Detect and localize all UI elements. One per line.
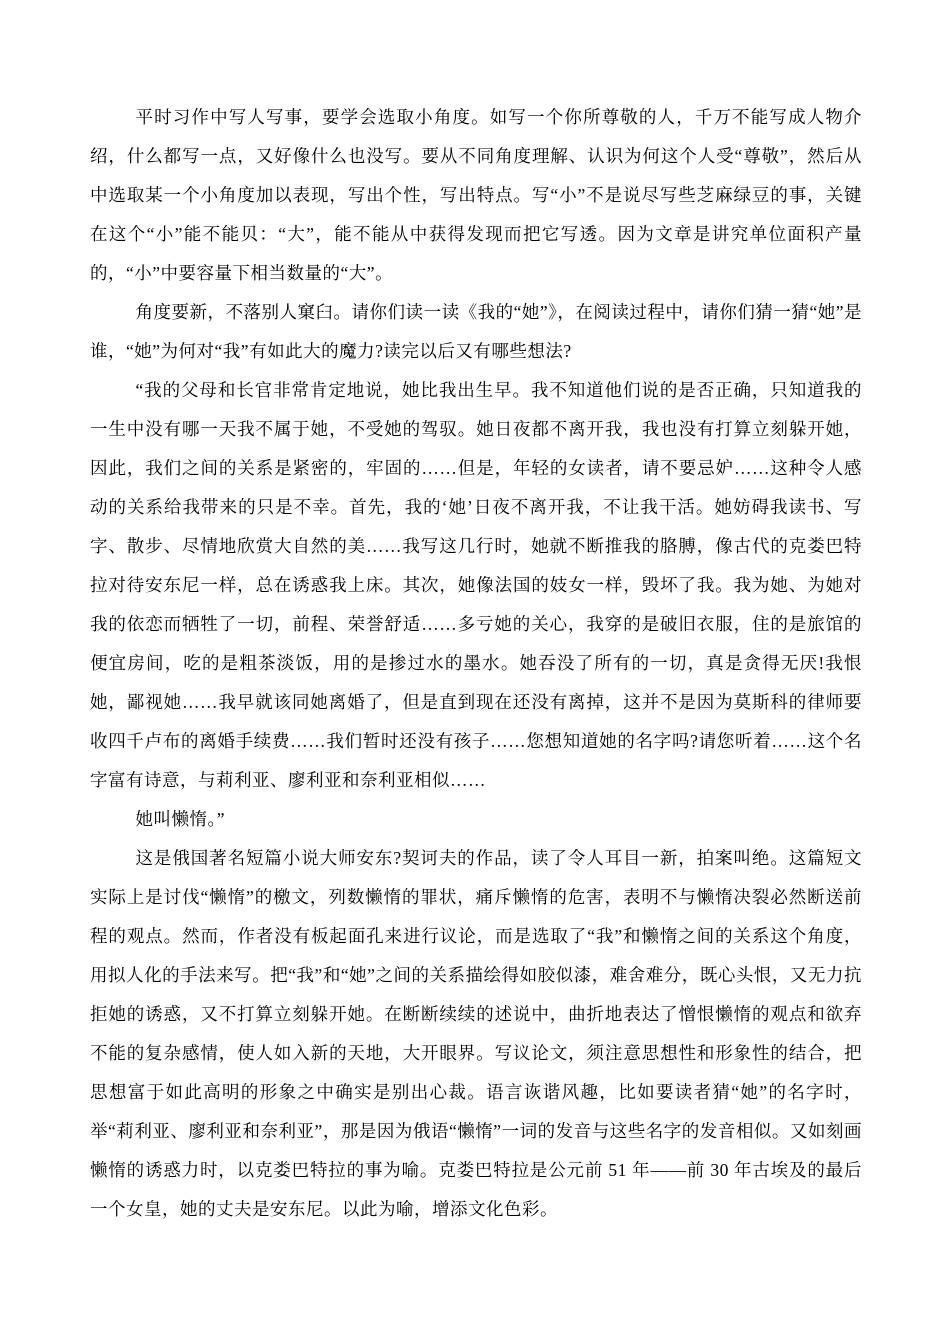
paragraph-quoted-story: “我的父母和长官非常肯定地说，她比我出生早。我不知道他们说的是否正确，只知道我的一生中没有哪一天我不属于她，不受她的驾驭。她日夜都不离开我，我也没有打算立刻躲开她，因此，我们之间的关系是紧密的，牢固的……但是，年轻的女读者，请不要忌妒……这种令人感动的关系给我带来的只是不幸。首先，我的‘她’日夜不离开我，不让我干活。她妨碍我读书、写字、散步、尽情地欣赏大自然的美……我写这几行时，她就不断推我的胳膊，像古代的克娄巴特拉对待安东尼一样，总在诱惑我上床。其次，她像法国的妓女一样，毁坏了我。我为她、为她对我的依恋而牺牲了一切，前程、荣誉舒适……多亏她的关心，我穿的是破旧衣服，住的是旅馆的便宜房间，吃的是粗茶淡饭，用的是掺过水的墨水。她吞没了所有的一切，真是贪得无厌!我恨她，鄙视她……我早就该同她离婚了，但是直到现在还没有离掉，这并不是因为莫斯科的律师要收四千卢布的离婚手续费……我们暂时还没有孩子……您想知道她的名字吗?请您听着……这个名字富有诗意，与莉利亚、廖利亚和奈利亚相似…… (90, 380, 862, 790)
paragraph-chekhov-analysis: 这是俄国著名短篇小说大师安东?契诃夫的作品，读了令人耳目一新，拍案叫绝。这篇短文实际上是讨伐“懒惰”的檄文，列数懒惰的罪状，痛斥懒惰的危害，表明不与懒惰决裂必然断送前程的观点。然而，作者没有板起面孔来进行议论，而是选取了“我”和懒惰之间的关系这个角度，用拟人化的手法来写。把“我”和“她”之间的关系描绘得如胶似漆，难舍难分，既心头恨，又无力抗拒她的诱惑，又不打算立刻躲开她。在断断续续的述说中，曲折地表达了憎恨懒惰的观点和欲弃不能的复杂感情，使人如入新的天地，大开眼界。写议论文，须注意思想性和形象性的结合，把思想富于如此高明的形象之中确实是别出心裁。语言诙谐风趣，比如要读者猜“她”的名字时，举“莉利亚、廖利亚和奈利亚”，那是因为俄语“懒惰”一词的发音与这些名字的发音相似。又如刻画懒惰的诱惑力时，以克娄巴特拉的事为喻。克娄巴特拉是公元前 51 年——前 30 年古埃及的最后一个女皇，她的丈夫是安东尼。以此为喻，增添文化色彩。 (90, 848, 862, 1219)
paragraph-new-angle-intro: 角度要新，不落别人窠臼。请你们读一读《我的“她”》，在阅读过程中，请你们猜一猜“她”是谁，“她”为何对“我”有如此大的魔力?读完以后又有哪些想法? (90, 302, 862, 361)
paragraph-writing-small-angle: 平时习作中写人写事，要学会选取小角度。如写一个你所尊敬的人，千万不能写成人物介绍，什么都写一点，又好像什么也没写。要从不同角度理解、认识为何这个人受“尊敬”，然后从中选取某一个小角度加以表现，写出个性，写出特点。写“小”不是说尽写些芝麻绿豆的事，关键在这个“小”能不能贝：“大”，能不能从中获得发现而把它写透。因为文章是讲究单位面积产量的，“小”中要容量下相当数量的“大”。 (90, 107, 862, 283)
paragraph-her-name: 她叫懒惰。” (135, 809, 226, 829)
